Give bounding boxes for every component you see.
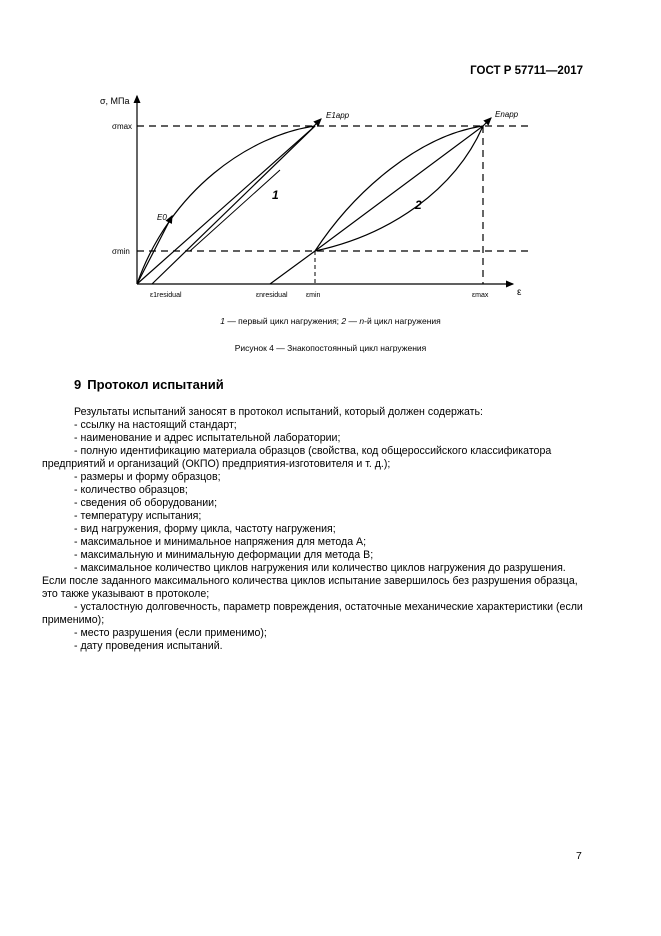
- e1app-label: E1app: [326, 111, 350, 120]
- y-axis-label: σ, МПа: [100, 96, 130, 106]
- enapp-label: Enapp: [495, 110, 519, 119]
- legend-2-num: 2: [341, 316, 347, 326]
- cycle1-unloading: [152, 126, 315, 284]
- eps-max-label: εmax: [472, 292, 489, 299]
- loading-cycle-figure: [0, 0, 661, 310]
- eps1-residual-label: ε1residual: [150, 292, 182, 299]
- eps-min-label: εmin: [306, 292, 321, 299]
- legend-2-mid: —: [346, 316, 360, 326]
- list-item: - ссылку на настоящий стандарт;: [74, 419, 237, 431]
- cycle1-secant: [137, 126, 315, 284]
- list-item: - усталостную долговечность, параметр повреждения, остаточные механические характеристики (если применимо);: [42, 601, 583, 626]
- curve-1-label: 1: [272, 188, 279, 202]
- cycle-n-secant: [315, 126, 483, 251]
- e0-label: E0: [157, 213, 167, 222]
- e1app-arrow: [312, 119, 321, 128]
- figure-caption: Рисунок 4 — Знакопостоянный цикл нагружения: [234, 343, 427, 353]
- list-item: - дату проведения испытаний.: [74, 640, 223, 652]
- document-header: ГОСТ Р 57711—2017: [470, 65, 583, 77]
- list-item: - максимальную и минимальную деформации для метода В;: [74, 549, 374, 561]
- list-item: - место разрушения (если применимо);: [74, 627, 267, 639]
- list-item: - температуру испытания;: [74, 510, 202, 522]
- legend-1-text: — первый цикл нагружения;: [224, 316, 342, 326]
- sigma-min-label: σmin: [112, 247, 130, 256]
- curve-2-label: 2: [415, 198, 422, 212]
- e0-tangent: [137, 216, 172, 284]
- list-item: - максимальное и минимальное напряжения для метода А;: [74, 536, 367, 548]
- section-number: 9: [74, 377, 82, 392]
- legend-2-n: n: [359, 316, 365, 326]
- x-axis-label: ε: [517, 287, 522, 298]
- section-title: Протокол испытаний: [87, 377, 224, 392]
- list-item: - вид нагружения, форму цикла, частоту нагружения;: [74, 523, 336, 535]
- cycle-n-unloading: [270, 251, 315, 284]
- list-item: - максимальное количество циклов нагружения или количество циклов нагружения до разрушения. Если после заданного максимального количества циклов испытание завершилось без разрушения образца, это также указывают в протоколе;: [42, 562, 578, 600]
- epsn-residual-label: εnresidual: [256, 292, 288, 299]
- list-item: - наименование и адрес испытательной лаборатории;: [74, 432, 341, 444]
- legend-1-num: 1: [220, 316, 225, 326]
- sigma-max-label: σmax: [112, 122, 133, 131]
- section-heading: [74, 377, 230, 392]
- page-number: 7: [576, 850, 582, 862]
- list-item: - размеры и форму образцов;: [74, 471, 221, 483]
- figure-legend: [0, 316, 661, 326]
- list-item: - количество образцов;: [74, 484, 188, 496]
- list-item: - сведения об оборудовании;: [74, 497, 218, 509]
- list-item: - полную идентификацию материала образцов (свойства, код общероссийского классификатора предприятий и организаций (ОКПО) предприятия-изготовителя и т. д.);: [42, 445, 552, 470]
- section-intro: Результаты испытаний заносят в протокол испытаний, который должен содержать:: [74, 406, 483, 418]
- legend-2-text: -й цикл нагружения: [364, 316, 441, 326]
- section-body: [42, 406, 584, 653]
